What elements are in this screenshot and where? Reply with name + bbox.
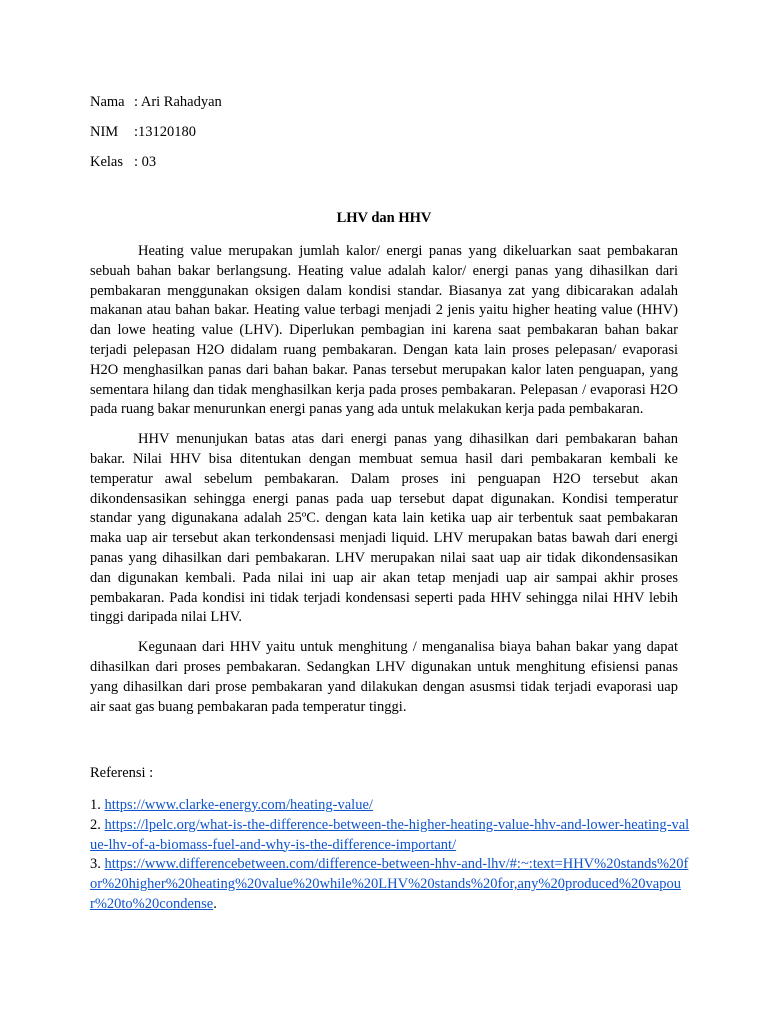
reference-item — [90, 796, 690, 816]
info-value: : Ari Rahadyan — [134, 94, 222, 110]
reference-number: 3. — [90, 856, 105, 873]
reference-number: 1. — [90, 797, 105, 813]
info-value: : 03 — [134, 154, 157, 170]
reference-link[interactable]: https://lpelc.org/what-is-the-difference-between-the-higher-heating-value-hhv-and-lower-heating-value-lhv-of-a-biomass-fuel-and-why-is-the-difference-important/ — [90, 816, 690, 853]
info-row-nama — [90, 93, 222, 123]
student-info — [90, 93, 222, 183]
info-label: Nama — [90, 94, 125, 110]
paragraph: HHV menunjukan batas atas dari energi panas yang dihasilkan dari pembakaran bahan bakar. Nilai HHV bisa ditentukan dengan membuat semua hasil dari pembakaran kembali ke temperatur awal sebelum pembakaran. Dalam proses ini penguapan H2O tersebut akan dikondensasikan sehingga energi panas pada uap tersebut dapat digunakan. Kondisi temperatur standar yang digunakana adalah 25ºC. dengan kata lain ketika uap air terbentuk saat pembakaran maka uap air tersebut akan terkondensasi menjadi liquid. LHV merupakan batas bawah dari energi panas yang dihasilkan dari pembakaran. LHV merupakan nilai saat uap air tidak dikondensasikan dan digunakan kembali. Pada nilai ini uap air akan tetap menjadi uap air sampai akhir proses pembakaran. Pada kondisi ini tidak terjadi kondensasi seperti pada HHV sehingga nilai HHV lebih tinggi daripada nilai LHV. — [90, 431, 678, 626]
reference-link[interactable]: https://www.differencebetween.com/difference-between-hhv-and-lhv/#:~:text=HHV%20stands%20for%20higher%20heating%20value%20while%20LHV%20stands%20for,any%20produced%20vapour%20to%20condense — [90, 856, 689, 912]
reference-item — [90, 816, 690, 856]
reference-item — [90, 855, 690, 914]
info-label: NIM — [90, 124, 119, 140]
paragraph: Kegunaan dari HHV yaitu untuk menghitung / menganalisa biaya bahan bakar yang dapat dihasilkan dari proses pembakaran. Sedangkan LHV digunakan untuk menghitung efisiensi panas yang dihasilkan dari prose pembakaran yand dilakukan dengan asusmsi tidak terjadi evaporasi uap air saat gas buang pembakaran pada temperatur tinggi. — [90, 639, 678, 715]
references-section — [90, 764, 690, 915]
reference-link[interactable]: https://www.clarke-energy.com/heating-value/ — [104, 797, 373, 813]
references-list — [90, 796, 690, 915]
reference-suffix: . — [213, 895, 217, 912]
paragraph: Heating value merupakan jumlah kalor/ energi panas yang dikeluarkan saat pembakaran sebuah bahan bakar berlangsung. Heating value adalah kalor/ energi panas yang dihasilkan dari pembakaran menggunakan oksigen dalam kondisi standar. Biasanya zat yang dibicarakan adalah makanan atau bahan bakar. Heating value terbagi menjadi 2 jenis yaitu higher heating value (HHV) dan lowe heating value (LHV). Diperlukan pembagian ini karena saat pembakaran bahan bakar terjadi pelepasan H2O didalam ruang pembakaran. Dengan kata lain proses pelepasan/ evaporasi H2O menghasilkan panas dari bahan bakar. Panas tersebut merupakan kalor laten penguapan, yang sementara hilang dan tidak menghasilkan kerja pada proses pembakaran. Pelepasan / evaporasi H2O pada ruang bakar menurunkan energi panas yang ada untuk melakukan kerja pada pembakaran. — [90, 243, 678, 418]
info-value: :13120180 — [134, 124, 197, 140]
info-label: Kelas — [90, 154, 124, 170]
references-heading: Referensi : — [90, 765, 154, 781]
document-title: LHV dan HHV — [336, 210, 432, 226]
document-body — [90, 242, 678, 727]
info-row-kelas — [90, 153, 222, 183]
reference-number: 2. — [90, 816, 105, 833]
info-row-nim — [90, 123, 222, 153]
